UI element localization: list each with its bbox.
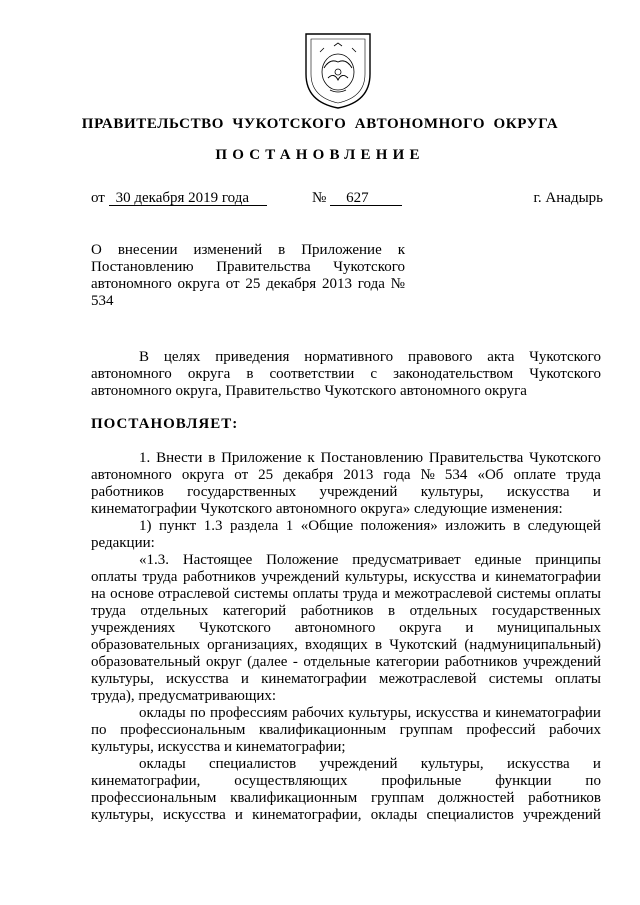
preamble-row	[91, 366, 601, 383]
word: кинематографии	[495, 705, 601, 721]
word: учреждений	[523, 654, 601, 670]
government-title: ПРАВИТЕЛЬСТВО ЧУКОТСКОГО АВТОНОМНОГО ОКРУГА	[81, 116, 559, 132]
word: в	[387, 603, 396, 619]
word: Настоящее	[182, 552, 253, 568]
word: квалификационным	[258, 722, 387, 738]
preamble-line-1	[139, 349, 601, 366]
body-line: редакции:	[91, 535, 155, 551]
word: учреждений	[261, 569, 340, 585]
word: и	[592, 756, 601, 772]
resolves-heading: ПОСТАНОВЛЯЕТ:	[91, 416, 239, 432]
body-line	[91, 756, 601, 773]
word: системы	[234, 586, 289, 602]
body-line: кинематографии Чукотского автономного округа» следующие изменения:	[91, 501, 563, 517]
word: 1)	[139, 518, 152, 534]
word: работников	[528, 790, 601, 806]
number-field	[312, 190, 402, 207]
word: 1	[285, 518, 294, 534]
word: Чукотского	[529, 349, 601, 365]
word: кинематографии	[261, 671, 367, 687]
word: года	[383, 467, 411, 483]
word: округ	[205, 654, 242, 670]
word: отдельные	[303, 654, 371, 670]
word: оклады	[139, 756, 186, 772]
word: кинематографии	[495, 569, 601, 585]
word: в	[208, 450, 216, 466]
word: профессиональным	[120, 722, 246, 738]
word: функции	[495, 773, 552, 789]
word: оклады	[139, 705, 186, 721]
word: осуществляющих	[234, 773, 348, 789]
word: искусства	[166, 671, 229, 687]
body-line	[91, 603, 601, 620]
word: целях	[163, 349, 201, 365]
body-line	[91, 654, 601, 671]
word: работников	[444, 654, 518, 670]
word: автономного	[91, 467, 172, 483]
word: должностей	[437, 790, 515, 806]
word: отраслевой	[158, 586, 230, 602]
word: и	[481, 569, 490, 585]
word: специалистов	[426, 807, 514, 823]
word: соответствии	[269, 366, 355, 382]
word: искусства	[413, 569, 477, 585]
word: отдельных	[140, 603, 209, 619]
word: входящих	[305, 637, 368, 653]
word: положения»	[360, 518, 438, 534]
word: профессиям	[210, 705, 288, 721]
word: профильные	[381, 773, 462, 789]
word: государственных	[187, 484, 297, 500]
word: в	[513, 518, 521, 534]
word: (надмуниципальный)	[464, 637, 601, 653]
word: оклады	[370, 807, 418, 823]
body-line	[91, 620, 601, 637]
word: труда	[342, 586, 378, 602]
decree-subject: О внесении изменений в Приложение к Постановлению Правительства Чукотского автономного округа от 25 декабря 2013 года № 534	[91, 242, 405, 309]
word: группам	[370, 790, 425, 806]
body-line	[91, 552, 601, 569]
word: Приложение	[221, 450, 302, 466]
body-line	[91, 807, 601, 824]
word: Чукотского	[529, 450, 601, 466]
word: Чукотского	[199, 620, 271, 636]
word: округа	[181, 467, 225, 483]
word: округа	[399, 620, 442, 636]
city: г. Анадырь	[533, 190, 603, 206]
word: межотраслевой	[378, 671, 477, 687]
word: специалистов	[208, 756, 297, 772]
body-line	[91, 773, 601, 790]
word: «1.3.	[139, 552, 169, 568]
word: категории	[375, 654, 440, 670]
word: и	[465, 620, 474, 636]
word: работников	[91, 484, 164, 500]
document-type: ПОСТАНОВЛЕНИЕ	[215, 147, 425, 163]
word: единые	[474, 552, 522, 568]
word: нормативного	[304, 349, 394, 365]
word: муниципальных	[497, 620, 601, 636]
preamble-line-3: автономного округа, Правительство Чукотского автономного округа	[91, 383, 527, 399]
word: и	[234, 807, 243, 823]
word: отдельных	[409, 603, 478, 619]
word: искусства	[415, 705, 479, 721]
word: «Об	[477, 467, 504, 483]
body-line	[91, 637, 601, 654]
from-label: от	[91, 190, 105, 206]
word: Постановлению	[320, 450, 424, 466]
body-line	[91, 484, 601, 501]
word: искусства	[506, 484, 570, 500]
body-line	[91, 569, 601, 586]
preamble-row	[139, 349, 601, 366]
body-line	[91, 722, 601, 739]
word: по	[585, 773, 601, 789]
word: и	[240, 671, 249, 687]
word: раздела	[230, 518, 279, 534]
word: культуры,	[420, 756, 484, 772]
word: 1.	[139, 450, 151, 466]
word: искусства	[163, 807, 226, 823]
word: Положение	[266, 552, 339, 568]
word: к	[307, 450, 315, 466]
word: в	[246, 366, 254, 382]
word: образовательный	[91, 654, 201, 670]
word: культуры,	[344, 569, 408, 585]
body-line	[91, 467, 601, 484]
word: правового	[407, 349, 473, 365]
word: учреждений	[523, 807, 601, 823]
word: труда	[91, 603, 126, 619]
coat-of-arms-icon	[300, 28, 376, 112]
word: от	[234, 467, 249, 483]
word: межотраслевой	[394, 586, 493, 602]
word: декабря	[283, 467, 334, 483]
body-line	[91, 518, 601, 535]
body-line	[91, 705, 601, 722]
word: В	[139, 349, 150, 365]
word: учреждений	[319, 756, 398, 772]
word: приведения	[215, 349, 290, 365]
word: основе	[110, 586, 154, 602]
word: и	[482, 705, 491, 721]
word: искусства	[506, 756, 570, 772]
word: принципы	[535, 552, 601, 568]
decree-body	[91, 450, 601, 824]
body-line: культуры, искусства и кинематографии;	[91, 739, 346, 755]
word: и	[592, 484, 601, 500]
word: оплате	[513, 467, 556, 483]
word: труда	[566, 467, 601, 483]
word: 534	[444, 467, 468, 483]
body-line	[91, 790, 601, 807]
body-line	[91, 671, 601, 688]
word: культуры,	[420, 484, 484, 500]
word: Правительства	[428, 450, 524, 466]
word: по	[91, 722, 107, 738]
word: культуры,	[91, 671, 154, 687]
word: учреждениях	[91, 620, 176, 636]
word: профессиональным	[91, 790, 217, 806]
word: оплаты	[292, 586, 339, 602]
word: по	[190, 705, 206, 721]
word: профессий	[466, 722, 536, 738]
word: квалификационным	[230, 790, 358, 806]
number-label: №	[312, 190, 327, 206]
word: Чукотского	[529, 366, 601, 382]
word: 2013	[343, 467, 374, 483]
word: рабочих	[292, 705, 344, 721]
word: оплаты	[91, 569, 137, 585]
word: предусматривает	[352, 552, 461, 568]
body-line	[91, 450, 601, 467]
word: в	[374, 637, 383, 653]
word: законодательством	[393, 366, 514, 382]
word: работников	[300, 603, 374, 619]
word: «Общие	[300, 518, 353, 534]
word: округа	[187, 366, 231, 382]
word: культуры,	[91, 807, 154, 823]
word: образовательных	[91, 637, 200, 653]
word: на	[91, 586, 106, 602]
word: Чукотский	[389, 637, 458, 653]
word: организациях,	[207, 637, 298, 653]
body-line	[91, 586, 601, 603]
word: группам	[399, 722, 453, 738]
word: акта	[487, 349, 515, 365]
word: изложить	[445, 518, 506, 534]
word: автономного	[91, 366, 172, 382]
decree-number: 627	[330, 191, 402, 206]
word: -	[292, 654, 298, 670]
body-line: труда), предусматривающих:	[91, 688, 277, 704]
word: рабочих	[549, 722, 601, 738]
word: №	[420, 467, 435, 483]
word: Внести	[156, 450, 203, 466]
word: (далее	[247, 654, 288, 670]
word: 25	[258, 467, 274, 483]
word: с	[370, 366, 378, 382]
word: работников	[183, 569, 256, 585]
word: кинематографии,	[252, 807, 362, 823]
word: следующей	[527, 518, 601, 534]
decree-date: 30 декабря 2019 года	[109, 191, 267, 206]
word: автономного	[294, 620, 376, 636]
word: кинематографии,	[91, 773, 201, 789]
preamble-line-2	[91, 366, 601, 383]
word: системы	[496, 586, 551, 602]
word: 1.3	[203, 518, 223, 534]
word: государственных	[491, 603, 601, 619]
word: труда	[142, 569, 178, 585]
word: пункт	[159, 518, 197, 534]
word: оплаты	[555, 586, 601, 602]
word: и	[382, 586, 391, 602]
word: оплаты	[555, 671, 601, 687]
word: системы	[488, 671, 543, 687]
word: культуры,	[348, 705, 412, 721]
date-field	[91, 190, 267, 207]
word: категорий	[222, 603, 287, 619]
word: учреждений	[319, 484, 398, 500]
